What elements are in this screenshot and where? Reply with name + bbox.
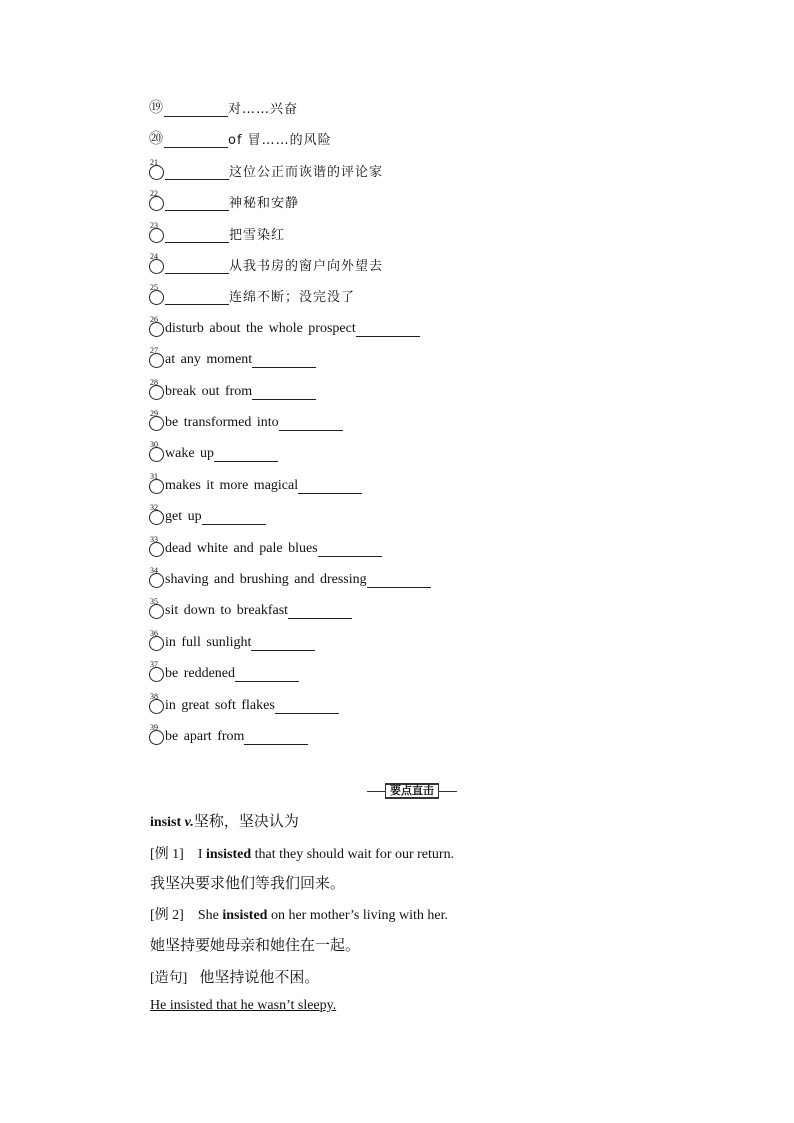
item-number: 26 — [149, 322, 164, 337]
exercise-item — [149, 660, 299, 682]
answer-blank[interactable] — [214, 447, 278, 462]
exercise-item — [149, 283, 355, 305]
example-2 — [150, 904, 448, 924]
item-number: 27 — [149, 353, 164, 368]
example-2-tag: [例 2] — [150, 908, 184, 923]
item-text: in full sunlight — [165, 634, 252, 650]
item-text: of 冒……的风险 — [228, 133, 332, 149]
item-text: get up — [165, 509, 202, 525]
answer-blank[interactable] — [244, 730, 308, 745]
item-number: 38 — [149, 699, 164, 714]
banner-label: 要点直击 — [385, 783, 439, 799]
item-number: 24 — [149, 259, 164, 274]
answer-blank[interactable] — [318, 542, 382, 557]
item-number: 33 — [149, 542, 164, 557]
example-1-translation: 我坚决要求他们等我们回来。 — [150, 874, 346, 892]
answer-blank[interactable] — [164, 102, 228, 117]
exercise-item — [149, 692, 339, 714]
answer-blank[interactable] — [298, 479, 362, 494]
vocab-pos: v. — [184, 815, 194, 830]
item-text: break out from — [165, 383, 253, 399]
item-number: 39 — [149, 730, 164, 745]
item-text: 把雪染红 — [229, 227, 286, 243]
example-1 — [150, 843, 454, 863]
exercise-item — [149, 126, 332, 148]
answer-blank[interactable] — [165, 165, 229, 180]
exercise-item — [149, 409, 343, 431]
vocab-heading — [150, 810, 299, 831]
answer-blank[interactable] — [356, 322, 420, 337]
exercise-item — [149, 252, 383, 274]
exercise-item — [149, 440, 278, 462]
item-number: ⑲ — [149, 100, 163, 116]
item-text: 这位公正而诙谐的评论家 — [229, 164, 384, 180]
item-number: ⑳ — [149, 131, 163, 148]
item-text: be apart from — [165, 729, 245, 744]
item-number: 23 — [149, 228, 164, 243]
exercise-item — [149, 95, 298, 117]
item-text: shaving and brushing and dressing — [165, 572, 367, 587]
answer-blank[interactable] — [235, 667, 299, 682]
example-2-pre: She — [197, 908, 223, 923]
item-text: disturb about the whole prospect — [165, 320, 356, 336]
example-1-tag: [例 1] — [150, 847, 184, 862]
exercise-item — [149, 629, 315, 651]
example-2-translation: 她坚持要她母亲和她住在一起。 — [150, 936, 361, 954]
item-text: 从我书房的窗户向外望去 — [229, 259, 384, 274]
item-text: at any moment — [165, 352, 253, 368]
exercise-item — [149, 597, 352, 619]
key-points-banner — [367, 784, 457, 798]
item-number: 37 — [149, 667, 164, 682]
item-number: 22 — [149, 196, 164, 211]
item-text: wake up — [165, 446, 215, 462]
vocab-meaning: 坚称，坚决认为 — [193, 812, 299, 830]
answer-blank[interactable] — [202, 510, 266, 525]
item-number: 31 — [149, 479, 164, 494]
exercise-item — [149, 472, 362, 494]
sentence-making-answer: He insisted that he wasn’t sleepy. — [150, 998, 337, 1013]
item-text: in great soft flakes — [165, 697, 275, 713]
item-text: 神秘和安静 — [229, 196, 300, 212]
item-number: 30 — [149, 447, 164, 462]
item-text: makes it more magical — [165, 477, 299, 493]
answer-blank[interactable] — [252, 353, 316, 368]
item-text: 对……兴奋 — [228, 102, 299, 117]
item-text: be transformed into — [165, 415, 279, 430]
item-text: be reddened — [165, 666, 236, 682]
exercise-item — [149, 221, 285, 243]
item-number: 25 — [149, 290, 164, 305]
answer-blank[interactable] — [279, 416, 343, 431]
item-text: dead white and pale blues — [165, 540, 318, 556]
example-2-key: insisted — [222, 908, 268, 923]
vocab-word: insist — [150, 815, 182, 830]
exercise-item — [149, 189, 299, 211]
exercise-item — [149, 566, 431, 588]
answer-blank[interactable] — [165, 259, 229, 274]
answer-blank[interactable] — [164, 133, 228, 148]
answer-blank[interactable] — [367, 573, 431, 588]
exercise-item — [149, 378, 316, 400]
item-number: 35 — [149, 604, 164, 619]
sentence-making-prompt: 他坚持说他不困。 — [199, 968, 320, 986]
sentence-making — [150, 966, 319, 987]
exercise-item — [149, 158, 383, 180]
item-number: 34 — [149, 573, 164, 588]
exercise-item — [149, 346, 316, 368]
answer-blank[interactable] — [252, 385, 316, 400]
answer-blank[interactable] — [275, 699, 339, 714]
example-2-post: on her mother’s living with her. — [267, 908, 449, 923]
answer-blank[interactable] — [288, 604, 352, 619]
exercise-item — [149, 723, 308, 745]
answer-blank[interactable] — [165, 228, 229, 243]
item-number: 28 — [149, 385, 164, 400]
item-text: 连绵不断；没完没了 — [229, 290, 356, 306]
item-number: 21 — [149, 165, 164, 180]
exercise-item — [149, 503, 266, 525]
answer-blank[interactable] — [165, 290, 229, 305]
item-text: sit down to breakfast — [165, 603, 289, 619]
exercise-item — [149, 315, 420, 337]
sentence-making-tag: [造句] — [150, 971, 188, 986]
example-1-post: that they should wait for our return. — [251, 847, 455, 862]
example-1-pre: I — [197, 847, 206, 862]
item-number: 29 — [149, 416, 164, 431]
exercise-item — [149, 535, 382, 557]
example-1-key: insisted — [206, 847, 252, 862]
answer-blank[interactable] — [251, 636, 315, 651]
item-number: 36 — [149, 636, 164, 651]
item-number: 32 — [149, 510, 164, 525]
answer-blank[interactable] — [165, 196, 229, 211]
